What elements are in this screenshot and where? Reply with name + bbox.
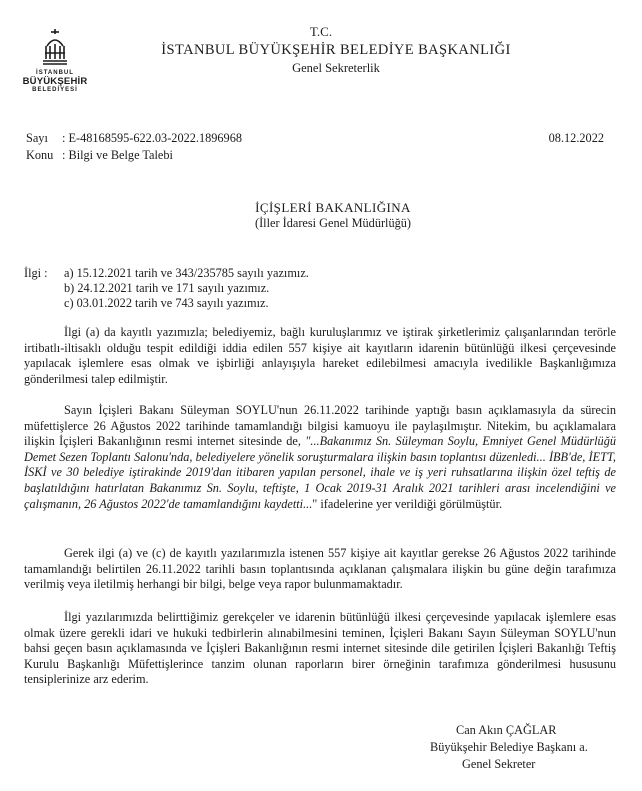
addressee-subtitle: (İller İdaresi Genel Müdürlüğü) [254,216,412,230]
logo-text-line1: İSTANBUL [36,70,74,76]
signatory-title-1: Büyükşehir Belediye Başkanı a. [430,740,588,754]
logo-text-line2: BÜYÜKŞEHİR [22,76,88,87]
sayi-label: Sayı [26,131,48,145]
header-organization: İSTANBUL BÜYÜKŞEHİR BELEDİYE BAŞKANLIĞI [161,42,511,58]
paragraph-text: Gerek ilgi (a) ve (c) de kayıtlı yazılarımızla istenen 557 kişiye ait kayıtlar gerekse 26 Ağustos 2022 tarihinde tamamlandığı belirtilen 26.11.2022 tarihli basın toplantısında açıklanan çalışmalara ilişkin bu güne değin tarafımıza verilmiş veya iletilmiş herhangi bir bilgi, belge veya rapor bulunmamaktadır. [24,546,616,592]
document-date: 08.12.2022 [548,131,604,145]
addressee-title: İÇİŞLERİ BAKANLIĞINA [255,200,411,215]
body-paragraph-2 [24,403,616,512]
quoted-statement: "...Bakanımız Sn. Süleyman Soylu, Emniyet Genel Müdürlüğü Demet Sezen Toplantı Salonu'nda, belediyelere yönelik soruşturmalara ilişkin basın toplantısı düzenledi... İBB'de, İETT, İSKİ ve 30 belediye iştirakinde 2019'dan itibaren yapılan personel, ihale ve iş yeri ruhsatlarına ilişkin özel teftiş de başlatıldığını hatırlatan Bakanımız Sn. Soylu, teftişte, 1 Ocak 2019-31 Aralık 2021 tarihleri arası incelendiğini ve çalışmanın, 26 Ağustos 2022'de tamamlandığını kaydetti... [24,434,616,511]
ilgi-label: İlgi : [24,266,48,280]
paragraph-text [24,403,616,512]
paragraph-lead: Sayın İçişleri Bakanı Süleyman SOYLU'nun 26.11.2022 tarihinde yaptığı basın açıklamasıyla da sürecin müfettişlerce 26 Ağustos 2022 tarihinde tamamlandığı bilgisi kamuoyu ile paylaşılmıştır. Nitekim, bu açıklamalara ilişkin İçişleri Bakanlığının resmi internet sitesinde de, [24,403,616,449]
signature-block [430,722,598,773]
ilgi-item-b: b) 24.12.2021 tarih ve 171 sayılı yazımız. [64,281,270,295]
header-tc: T.C. [309,24,333,39]
paragraph-tail: " ifadelerine yer verildiği görülmüştür. [312,496,503,511]
konu-label: Konu [26,148,54,162]
body-paragraph-3 [24,546,616,593]
ilgi-item-a: a) 15.12.2021 tarih ve 343/235785 sayılı yazımız. [64,266,309,280]
ilgi-item-c: c) 03.01.2022 tarih ve 743 sayılı yazımız. [64,296,269,310]
signatory-name: Can Akın ÇAĞLAR [456,723,557,737]
body-paragraph-1 [24,325,616,387]
konu-value: : Bilgi ve Belge Talebi [62,148,173,162]
header-unit: Genel Sekreterlik [292,61,380,75]
logo-text-line3: BELEDİYESİ [32,87,78,93]
signatory-title-2: Genel Sekreter [462,757,536,771]
body-paragraph-4 [24,610,616,688]
sayi-value: : E-48168595-622.03-2022.1896968 [62,131,242,145]
paragraph-text: İlgi yazılarımızda belirttiğimiz gerekçeler ve idarenin bütünlüğü ilkesi çerçevesinde yapılacak işlemlere esas olmak üzere gerekli idari ve hukuki tedbirlerin alınabilmesini teminen, İçişleri Bakanı Sayın Süleyman SOYLU'nun bahsi geçen basın açıklamasında ve İçişleri Bakanlığının resmi internet sitesinde dile getirilen İçişleri Bakanlığı Teftiş Kurulu Başkanlığı Müfettişlerince tanzim olunan raporların birer örneğinin tarafımıza gönderilmesi hususunu tensiplerinize arz ederim. [24,610,616,687]
paragraph-text: İlgi (a) da kayıtlı yazımızla; belediyemiz, bağlı kuruluşlarımız ve iştirak şirketlerimiz çalışanlarından terörle irtibatlı-iltisaklı olduğu tespit edildiği iddia edilen 557 kişiye ait kayıtların idarenin bütünlüğü ilkesi çerçevesinde yapılacak işlemlere esas olmak ve işbirliği anlayışıyla hareket edilebilmesi amacıyla ivedilikle Başkanlığımıza gönderilmesi talep edilmiştir. [24,325,616,386]
